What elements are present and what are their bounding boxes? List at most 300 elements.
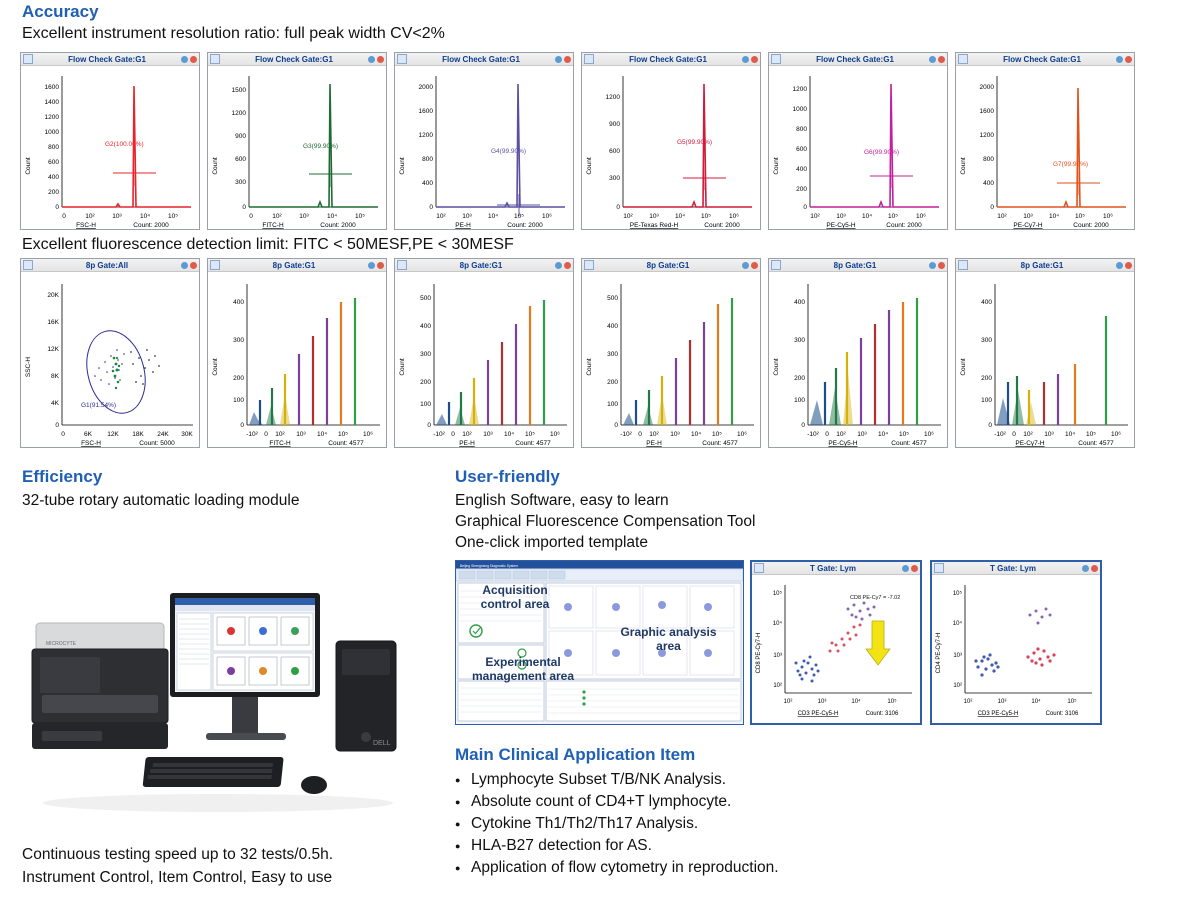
svg-text:Count: Count	[586, 157, 593, 175]
close-icon[interactable]	[377, 262, 384, 269]
svg-text:10²: 10²	[1023, 431, 1033, 438]
svg-text:200: 200	[420, 379, 431, 386]
svg-text:800: 800	[796, 126, 807, 133]
svg-text:10⁶: 10⁶	[729, 213, 739, 220]
overlay-acquisition-label	[460, 583, 570, 611]
svg-text:200: 200	[233, 375, 244, 382]
svg-text:10⁵: 10⁵	[168, 213, 178, 220]
svg-text:100: 100	[420, 401, 431, 408]
svg-text:Count: Count	[25, 157, 32, 175]
svg-text:400: 400	[981, 299, 992, 306]
main-application-list	[455, 769, 779, 879]
list-item: ● Lymphocyte Subset T/B/NK Analysis.	[455, 769, 779, 791]
svg-text:CD3 PE-Cy5-H: CD3 PE-Cy5-H	[977, 711, 1019, 717]
plot-window-compensation-cd4[interactable]	[930, 560, 1102, 725]
minimize-icon[interactable]	[929, 56, 936, 63]
minimize-icon[interactable]	[555, 262, 562, 269]
close-icon[interactable]	[938, 56, 945, 63]
overlay-graphic-line2: area	[656, 639, 681, 653]
close-icon[interactable]	[377, 56, 384, 63]
plot-titlebar	[582, 259, 760, 272]
svg-text:10²: 10²	[623, 213, 633, 220]
accuracy-plot-row	[20, 52, 1135, 230]
svg-text:400: 400	[607, 323, 618, 330]
svg-text:10⁵: 10⁵	[701, 213, 711, 220]
plot-title: T Gate: Lym	[810, 563, 856, 573]
svg-text:10⁴: 10⁴	[316, 431, 328, 438]
svg-text:0: 0	[242, 204, 246, 211]
window-icon	[584, 260, 594, 270]
plot-titlebar	[395, 53, 573, 66]
window-buttons[interactable]	[181, 262, 197, 269]
svg-text:10²: 10²	[649, 431, 659, 438]
window-icon	[397, 54, 407, 64]
overlay-graphic-line1: Graphic analysis	[620, 625, 717, 639]
svg-text:10⁴: 10⁴	[1031, 699, 1041, 705]
svg-text:10³: 10³	[773, 653, 782, 659]
svg-text:1600: 1600	[979, 108, 994, 115]
plot-title: Flow Check Gate:G1	[629, 54, 707, 64]
svg-text:Count: 2000: Count: 2000	[507, 222, 543, 229]
window-icon	[397, 260, 407, 270]
svg-text:10⁵: 10⁵	[899, 431, 909, 438]
svg-text:10⁶: 10⁶	[1111, 431, 1121, 438]
svg-text:0: 0	[427, 422, 431, 429]
svg-text:1200: 1200	[44, 114, 59, 121]
svg-text:G3(99.90%): G3(99.90%)	[303, 143, 339, 150]
svg-text:10⁶: 10⁶	[550, 431, 560, 438]
svg-text:Count: Count	[773, 157, 780, 175]
window-icon	[210, 54, 220, 64]
close-icon[interactable]	[751, 262, 758, 269]
svg-text:FITC-H: FITC-H	[262, 222, 284, 229]
svg-text:G5(99.90%): G5(99.90%)	[677, 139, 713, 146]
close-icon[interactable]	[190, 56, 197, 63]
svg-text:Count: Count	[960, 157, 967, 175]
svg-text:G6(99.90%): G6(99.90%)	[864, 149, 900, 156]
window-buttons[interactable]	[1116, 262, 1132, 269]
svg-text:0: 0	[990, 204, 994, 211]
userfriendly-heading: User-friendly	[455, 467, 560, 486]
window-buttons[interactable]	[929, 262, 945, 269]
svg-text:Count: Count	[212, 157, 219, 175]
plot-canvas	[395, 272, 573, 447]
svg-text:1600: 1600	[418, 108, 433, 115]
overlay-experimental-line2: management area	[471, 669, 575, 683]
plot-canvas	[582, 66, 760, 229]
svg-text:FITC-H: FITC-H	[269, 440, 291, 447]
svg-text:10⁴: 10⁴	[487, 213, 499, 220]
svg-text:Count: Count	[212, 358, 219, 376]
svg-text:10⁴: 10⁴	[326, 213, 338, 220]
svg-text:PE-Cy5-H: PE-Cy5-H	[828, 440, 858, 447]
window-buttons[interactable]	[368, 56, 384, 63]
svg-text:10⁵: 10⁵	[1075, 213, 1085, 220]
svg-text:FSC-H: FSC-H	[81, 440, 101, 447]
efficiency-section	[22, 467, 299, 511]
svg-text:300: 300	[609, 175, 620, 182]
plot-window-8p-pecy7[interactable]	[955, 258, 1135, 448]
svg-text:1000: 1000	[792, 106, 807, 113]
overlay-experimental-line1: Experimental	[485, 655, 561, 669]
plot-titlebar	[208, 259, 386, 272]
svg-text:0: 0	[240, 422, 244, 429]
svg-text:100: 100	[233, 397, 244, 404]
minimize-icon[interactable]	[555, 56, 562, 63]
window-icon	[958, 260, 968, 270]
plot-window-compensation-cd8[interactable]	[750, 560, 922, 725]
minimize-icon[interactable]	[1116, 262, 1123, 269]
window-buttons[interactable]	[555, 262, 571, 269]
svg-text:10⁵: 10⁵	[1067, 699, 1077, 705]
svg-text:10³: 10³	[299, 213, 309, 220]
svg-text:400: 400	[422, 180, 433, 187]
plot-canvas	[752, 575, 920, 723]
plot-titlebar	[956, 259, 1134, 272]
svg-text:20K: 20K	[47, 292, 59, 299]
svg-text:Count: Count	[773, 358, 780, 376]
accuracy-subtitle: Excellent instrument resolution ratio: full peak width CV<2%	[22, 25, 445, 42]
svg-text:10⁶: 10⁶	[924, 431, 934, 438]
svg-text:1200: 1200	[979, 132, 994, 139]
svg-text:200: 200	[48, 189, 59, 196]
accuracy-section	[22, 2, 445, 43]
plot-title: Flow Check Gate:G1	[442, 54, 520, 64]
svg-text:Count: 2000: Count: 2000	[320, 222, 356, 229]
svg-text:0: 0	[451, 431, 455, 438]
svg-text:10⁵: 10⁵	[338, 431, 348, 438]
svg-text:100: 100	[981, 397, 992, 404]
svg-text:Count: 5000: Count: 5000	[139, 440, 175, 447]
plot-window-8p-pecy5[interactable]	[768, 258, 948, 448]
svg-text:18K: 18K	[132, 431, 144, 438]
svg-text:PE-Cy7-H: PE-Cy7-H	[1015, 440, 1045, 447]
svg-text:CD8 PE-Cy7 = -7.02: CD8 PE-Cy7 = -7.02	[850, 595, 901, 601]
detection-limit-subtitle: Excellent fluorescence detection limit: FITC < 50MESF,PE < 30MESF	[22, 236, 514, 253]
svg-text:12K: 12K	[107, 431, 119, 438]
svg-text:-10²: -10²	[620, 431, 632, 438]
svg-text:400: 400	[796, 166, 807, 173]
svg-text:Count: 2000: Count: 2000	[886, 222, 922, 229]
svg-text:Count: 4577: Count: 4577	[1078, 440, 1114, 447]
plot-window-fitc[interactable]	[207, 52, 387, 230]
svg-text:200: 200	[796, 186, 807, 193]
svg-text:PE-H: PE-H	[455, 222, 471, 229]
svg-text:10⁶: 10⁶	[363, 431, 373, 438]
svg-text:6K: 6K	[84, 431, 92, 438]
plot-window-8p-pe[interactable]	[394, 258, 574, 448]
svg-text:300: 300	[233, 337, 244, 344]
svg-text:10²: 10²	[462, 431, 472, 438]
svg-text:10⁵: 10⁵	[355, 213, 365, 220]
minimize-icon[interactable]	[742, 56, 749, 63]
svg-text:-10²: -10²	[994, 431, 1006, 438]
window-icon	[23, 260, 33, 270]
window-buttons[interactable]	[1082, 565, 1098, 572]
svg-text:800: 800	[422, 156, 433, 163]
svg-text:10⁴: 10⁴	[674, 213, 686, 220]
svg-text:Count: 3106: Count: 3106	[865, 711, 899, 717]
svg-text:16K: 16K	[47, 319, 59, 326]
svg-text:10³: 10³	[857, 431, 867, 438]
minimize-icon[interactable]	[902, 565, 909, 572]
svg-text:200: 200	[794, 375, 805, 382]
svg-text:10⁶: 10⁶	[916, 213, 926, 220]
svg-text:900: 900	[235, 133, 246, 140]
plot-canvas	[769, 66, 947, 229]
minimize-icon[interactable]	[929, 262, 936, 269]
plot-window-8p-pe-2[interactable]	[581, 258, 761, 448]
svg-text:10⁴: 10⁴	[877, 431, 889, 438]
window-buttons[interactable]	[181, 56, 197, 63]
plot-title: 8p Gate:G1	[646, 260, 690, 270]
svg-text:-10²: -10²	[246, 431, 258, 438]
svg-text:Count: 4577: Count: 4577	[328, 440, 364, 447]
svg-text:Count: 4577: Count: 4577	[515, 440, 551, 447]
efficiency-heading: Efficiency	[22, 467, 103, 486]
window-buttons[interactable]	[929, 56, 945, 63]
window-icon	[754, 563, 764, 573]
svg-text:10³: 10³	[1044, 431, 1054, 438]
plot-canvas	[208, 272, 386, 447]
svg-text:1500: 1500	[231, 87, 246, 94]
svg-text:0: 0	[616, 204, 620, 211]
svg-text:0: 0	[638, 431, 642, 438]
plot-window-scatter-fsc-ssc[interactable]	[20, 258, 200, 448]
svg-text:PE-Cy5-H: PE-Cy5-H	[826, 222, 856, 229]
svg-text:400: 400	[983, 180, 994, 187]
overlay-acquisition-line1: Acquisition	[482, 583, 548, 597]
svg-text:10⁵: 10⁵	[514, 213, 524, 220]
window-icon	[958, 54, 968, 64]
minimize-icon[interactable]	[181, 56, 188, 63]
svg-text:1200: 1200	[605, 94, 620, 101]
svg-text:100: 100	[607, 401, 618, 408]
svg-text:Beijing Shengxiang Diagnostic: Beijing Shengxiang Diagnostic System	[460, 564, 519, 568]
overlay-acquisition-line2: control area	[480, 597, 550, 611]
svg-text:1200: 1200	[231, 110, 246, 117]
svg-text:PE-Cy7-H: PE-Cy7-H	[1013, 222, 1043, 229]
window-buttons[interactable]	[742, 56, 758, 63]
svg-text:10⁵: 10⁵	[887, 699, 897, 705]
window-buttons[interactable]	[555, 56, 571, 63]
window-icon	[23, 54, 33, 64]
plot-canvas	[208, 66, 386, 229]
svg-text:10³: 10³	[1023, 213, 1033, 220]
svg-text:300: 300	[981, 337, 992, 344]
close-icon[interactable]	[564, 56, 571, 63]
svg-text:800: 800	[48, 144, 59, 151]
svg-text:10³: 10³	[670, 431, 680, 438]
overlay-experimental-label	[458, 655, 588, 683]
detection-plot-row	[20, 258, 1135, 448]
plot-window-8p-fitc[interactable]	[207, 258, 387, 448]
svg-text:2000: 2000	[979, 84, 994, 91]
svg-text:G1(91.54%): G1(91.54%)	[81, 402, 117, 409]
minimize-icon[interactable]	[742, 262, 749, 269]
userfriendly-line-2: Graphical Fluorescence Compensation Tool	[455, 513, 756, 530]
window-icon	[771, 54, 781, 64]
svg-text:Count: Count	[399, 157, 406, 175]
svg-text:Count: 2000: Count: 2000	[1073, 222, 1109, 229]
plot-canvas	[21, 272, 199, 447]
svg-text:1200: 1200	[418, 132, 433, 139]
plot-title: Flow Check Gate:G1	[816, 54, 894, 64]
svg-text:10³: 10³	[112, 213, 122, 220]
svg-text:0: 0	[55, 422, 59, 429]
plot-canvas	[956, 66, 1134, 229]
svg-text:10⁵: 10⁵	[712, 431, 722, 438]
svg-text:10²: 10²	[953, 683, 962, 689]
svg-text:10²: 10²	[85, 213, 95, 220]
plot-titlebar	[395, 259, 573, 272]
userfriendly-line-3: One-click imported template	[455, 534, 648, 551]
svg-text:PE-Texas Red-H: PE-Texas Red-H	[629, 222, 679, 229]
svg-text:10²: 10²	[272, 213, 282, 220]
svg-text:10⁴: 10⁴	[1064, 431, 1076, 438]
window-buttons[interactable]	[1116, 56, 1132, 63]
userfriendly-section	[455, 467, 755, 553]
window-buttons[interactable]	[902, 565, 918, 572]
userfriendly-line-1: English Software, easy to learn	[455, 492, 669, 509]
svg-text:1200: 1200	[792, 86, 807, 93]
svg-text:PE-H: PE-H	[646, 440, 662, 447]
plot-title: Flow Check Gate:G1	[68, 54, 146, 64]
svg-text:400: 400	[233, 299, 244, 306]
svg-text:10³: 10³	[296, 431, 306, 438]
svg-text:10⁶: 10⁶	[1103, 213, 1113, 220]
plot-title: T Gate: Lym	[990, 563, 1036, 573]
plot-canvas	[932, 575, 1100, 723]
svg-text:10²: 10²	[773, 683, 782, 689]
close-icon[interactable]	[1125, 56, 1132, 63]
list-item: ● HLA-B27 detection for AS.	[455, 835, 779, 857]
svg-text:900: 900	[609, 121, 620, 128]
svg-text:10³: 10³	[836, 213, 846, 220]
window-buttons[interactable]	[742, 262, 758, 269]
plot-title: Flow Check Gate:G1	[255, 54, 333, 64]
svg-text:10²: 10²	[963, 699, 973, 705]
svg-text:0: 0	[614, 422, 618, 429]
svg-text:10⁶: 10⁶	[737, 431, 747, 438]
window-icon	[934, 563, 944, 573]
plot-window-fsc[interactable]	[20, 52, 200, 230]
svg-text:10⁴: 10⁴	[1048, 213, 1060, 220]
efficiency-line: 32-tube rotary automatic loading module	[22, 492, 300, 509]
svg-text:10³: 10³	[953, 653, 962, 659]
plot-titlebar	[752, 562, 920, 575]
svg-text:10³: 10³	[462, 213, 472, 220]
svg-text:8K: 8K	[51, 373, 59, 380]
close-icon[interactable]	[1091, 565, 1098, 572]
plot-window-pecy5[interactable]	[768, 52, 948, 230]
svg-text:10⁵: 10⁵	[888, 213, 898, 220]
svg-text:0: 0	[62, 213, 66, 220]
plot-titlebar	[769, 53, 947, 66]
svg-text:12K: 12K	[47, 346, 59, 353]
svg-text:10³: 10³	[817, 699, 827, 705]
minimize-icon[interactable]	[368, 56, 375, 63]
plot-window-pe[interactable]	[394, 52, 574, 230]
svg-text:24K: 24K	[157, 431, 169, 438]
svg-text:500: 500	[607, 295, 618, 302]
close-icon[interactable]	[1125, 262, 1132, 269]
svg-text:SSC-H: SSC-H	[25, 356, 32, 378]
svg-text:Count: Count	[960, 358, 967, 376]
close-icon[interactable]	[751, 56, 758, 63]
main-application-heading: Main Clinical Application Item	[455, 745, 696, 764]
close-icon[interactable]	[938, 262, 945, 269]
svg-text:0: 0	[801, 422, 805, 429]
svg-text:10²: 10²	[997, 213, 1007, 220]
plot-titlebar	[956, 53, 1134, 66]
list-item: ● Application of flow cytometry in reproduction.	[455, 857, 779, 879]
instrument-photo	[18, 545, 423, 835]
minimize-icon[interactable]	[368, 262, 375, 269]
svg-text:0: 0	[1012, 431, 1016, 438]
software-screenshot[interactable]	[455, 560, 744, 725]
svg-text:1600: 1600	[44, 84, 59, 91]
svg-text:0: 0	[429, 204, 433, 211]
svg-text:0: 0	[249, 213, 253, 220]
close-icon[interactable]	[190, 262, 197, 269]
list-item: ● Absolute count of CD4+T lymphocyte.	[455, 791, 779, 813]
minimize-icon[interactable]	[1082, 565, 1089, 572]
svg-text:300: 300	[607, 351, 618, 358]
plot-window-pecy7[interactable]	[955, 52, 1135, 230]
minimize-icon[interactable]	[1116, 56, 1123, 63]
window-buttons[interactable]	[368, 262, 384, 269]
svg-text:500: 500	[420, 295, 431, 302]
svg-text:-10²: -10²	[807, 431, 819, 438]
plot-titlebar	[769, 259, 947, 272]
svg-text:Count: 3106: Count: 3106	[1045, 711, 1079, 717]
plot-window-petexasred[interactable]	[581, 52, 761, 230]
svg-text:600: 600	[796, 146, 807, 153]
overlay-graphic-label	[606, 625, 731, 653]
svg-text:10⁴: 10⁴	[139, 213, 151, 220]
svg-text:G7(99.90%): G7(99.90%)	[1053, 161, 1089, 168]
svg-text:200: 200	[981, 375, 992, 382]
svg-text:10²: 10²	[783, 699, 793, 705]
svg-text:4K: 4K	[51, 400, 59, 407]
svg-text:G4(99.90%): G4(99.90%)	[491, 148, 527, 155]
window-icon	[210, 260, 220, 270]
close-icon[interactable]	[564, 262, 571, 269]
svg-text:PE-H: PE-H	[459, 440, 475, 447]
svg-text:300: 300	[794, 337, 805, 344]
plot-title: 8p Gate:G1	[833, 260, 877, 270]
svg-text:Count: Count	[399, 358, 406, 376]
svg-text:2000: 2000	[418, 84, 433, 91]
svg-text:1400: 1400	[44, 99, 59, 106]
close-icon[interactable]	[911, 565, 918, 572]
svg-text:10⁴: 10⁴	[690, 431, 702, 438]
svg-text:10⁵: 10⁵	[952, 591, 962, 597]
minimize-icon[interactable]	[181, 262, 188, 269]
svg-text:G2(100.00%): G2(100.00%)	[105, 141, 144, 148]
svg-text:CD3 PE-Cy5-H: CD3 PE-Cy5-H	[797, 711, 839, 717]
svg-text:10⁴: 10⁴	[772, 621, 782, 627]
svg-text:800: 800	[983, 156, 994, 163]
window-icon	[771, 260, 781, 270]
plot-titlebar	[21, 53, 199, 66]
plot-titlebar	[208, 53, 386, 66]
svg-text:0: 0	[803, 204, 807, 211]
svg-text:CD4 PE-Cy7-H: CD4 PE-Cy7-H	[936, 632, 942, 674]
svg-text:100: 100	[794, 397, 805, 404]
svg-text:0: 0	[988, 422, 992, 429]
